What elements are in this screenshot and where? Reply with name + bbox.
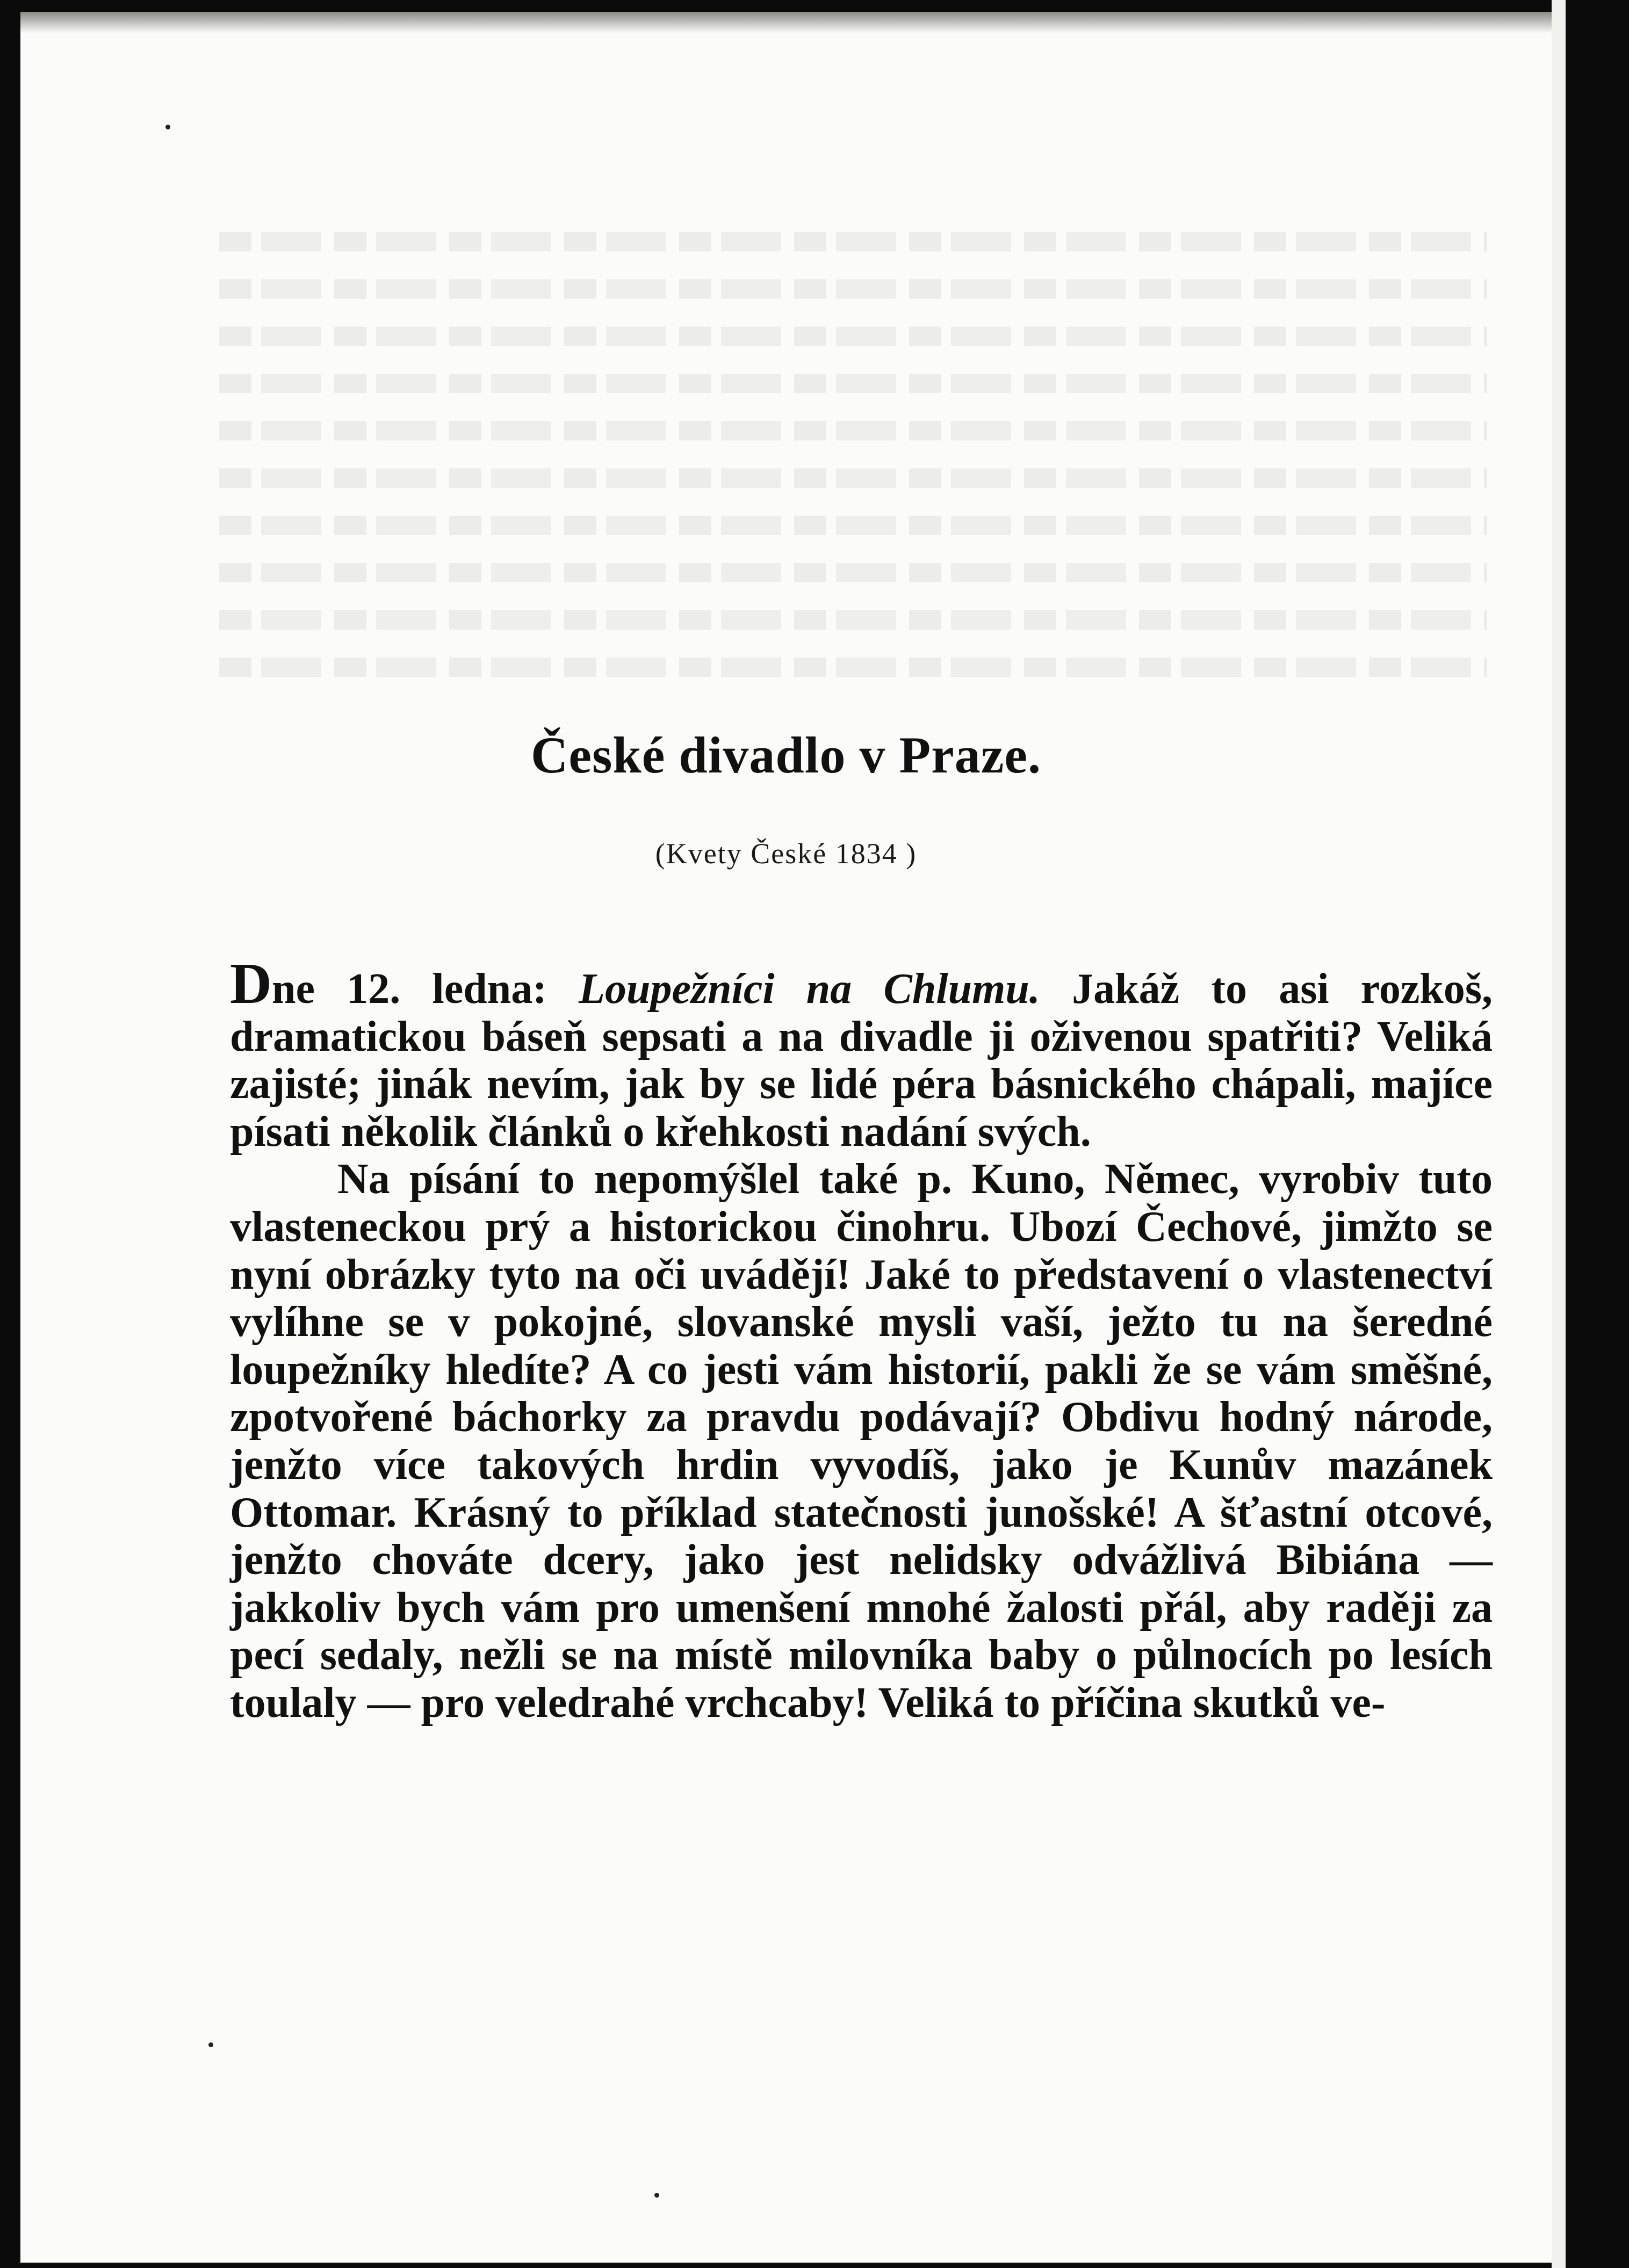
speck xyxy=(654,2193,659,2198)
bleed-through-page-number xyxy=(816,135,831,192)
ghost-line xyxy=(219,421,1487,440)
ghost-line xyxy=(219,374,1487,393)
ghost-line xyxy=(219,232,1487,251)
paragraph-1-lead: ne 12. ledna: xyxy=(272,965,579,1013)
article-body xyxy=(230,952,1493,1727)
article-source: (Kvety České 1834 ) xyxy=(655,837,917,870)
paragraph-1-rest: Jakáž to asi rozkoš, dramatickou báseň sepsati a na divadle ji oživenou spatřiti? Veliká zajisté; jinák nevím, jak by se lidé péra básnického chápali, majíce písati několik článků o křehkosti nadání svých. xyxy=(230,965,1493,1155)
bleed-through-text xyxy=(219,232,1487,705)
ghost-line xyxy=(219,327,1487,346)
ghost-line xyxy=(219,279,1487,299)
paragraph-2: Na písání to nepomýšlel také p. Kuno, Němec, vyrobiv tuto vlasteneckou prý a historickou činohru. Ubozí Čechové, jimžto se nyní obrázky tyto na oči uvádějí! Jaké to představení o vlastenectví vylíhne se v pokojné, slovanské mysli vaší, ježto tu na šeredné loupežníky hledíte? A co jesti vám historií, pakli že se vám směšné, zpotvořené báchorky za pravdu podávají? Obdivu hodný národe, jenžto více takových hrdin vyvodíš, jako je Kunův mazánek Ottomar. Krásný to příklad statečnosti junošské! A šťastní otcové, jenžto chováte dcery, jako jest nelidsky odvážlivá Bibiána — jakkoliv bych vám pro umenšení mnohé žalosti přál, aby raději za pecí sedaly, nežli se na místě milovníka baby o půlnocích po lesích toulaly — pro veledrahé vrchcaby! Veliká to příčina skutků ve- xyxy=(230,1155,1493,1727)
ghost-line xyxy=(219,563,1487,582)
top-shadow xyxy=(20,12,1552,33)
book-page xyxy=(20,12,1552,2263)
ghost-line xyxy=(219,516,1487,535)
article-title: České divadlo v Praze. xyxy=(531,726,1041,784)
drop-cap: D xyxy=(230,952,272,1016)
speck xyxy=(165,125,170,129)
play-title: Loupežníci na Chlumu. xyxy=(579,965,1040,1013)
ghost-line xyxy=(219,468,1487,488)
ghost-line xyxy=(219,658,1487,677)
ghost-line xyxy=(219,610,1487,630)
page-edge xyxy=(1552,0,1566,2268)
speck xyxy=(208,2042,213,2047)
paragraph-1 xyxy=(230,952,1493,1155)
